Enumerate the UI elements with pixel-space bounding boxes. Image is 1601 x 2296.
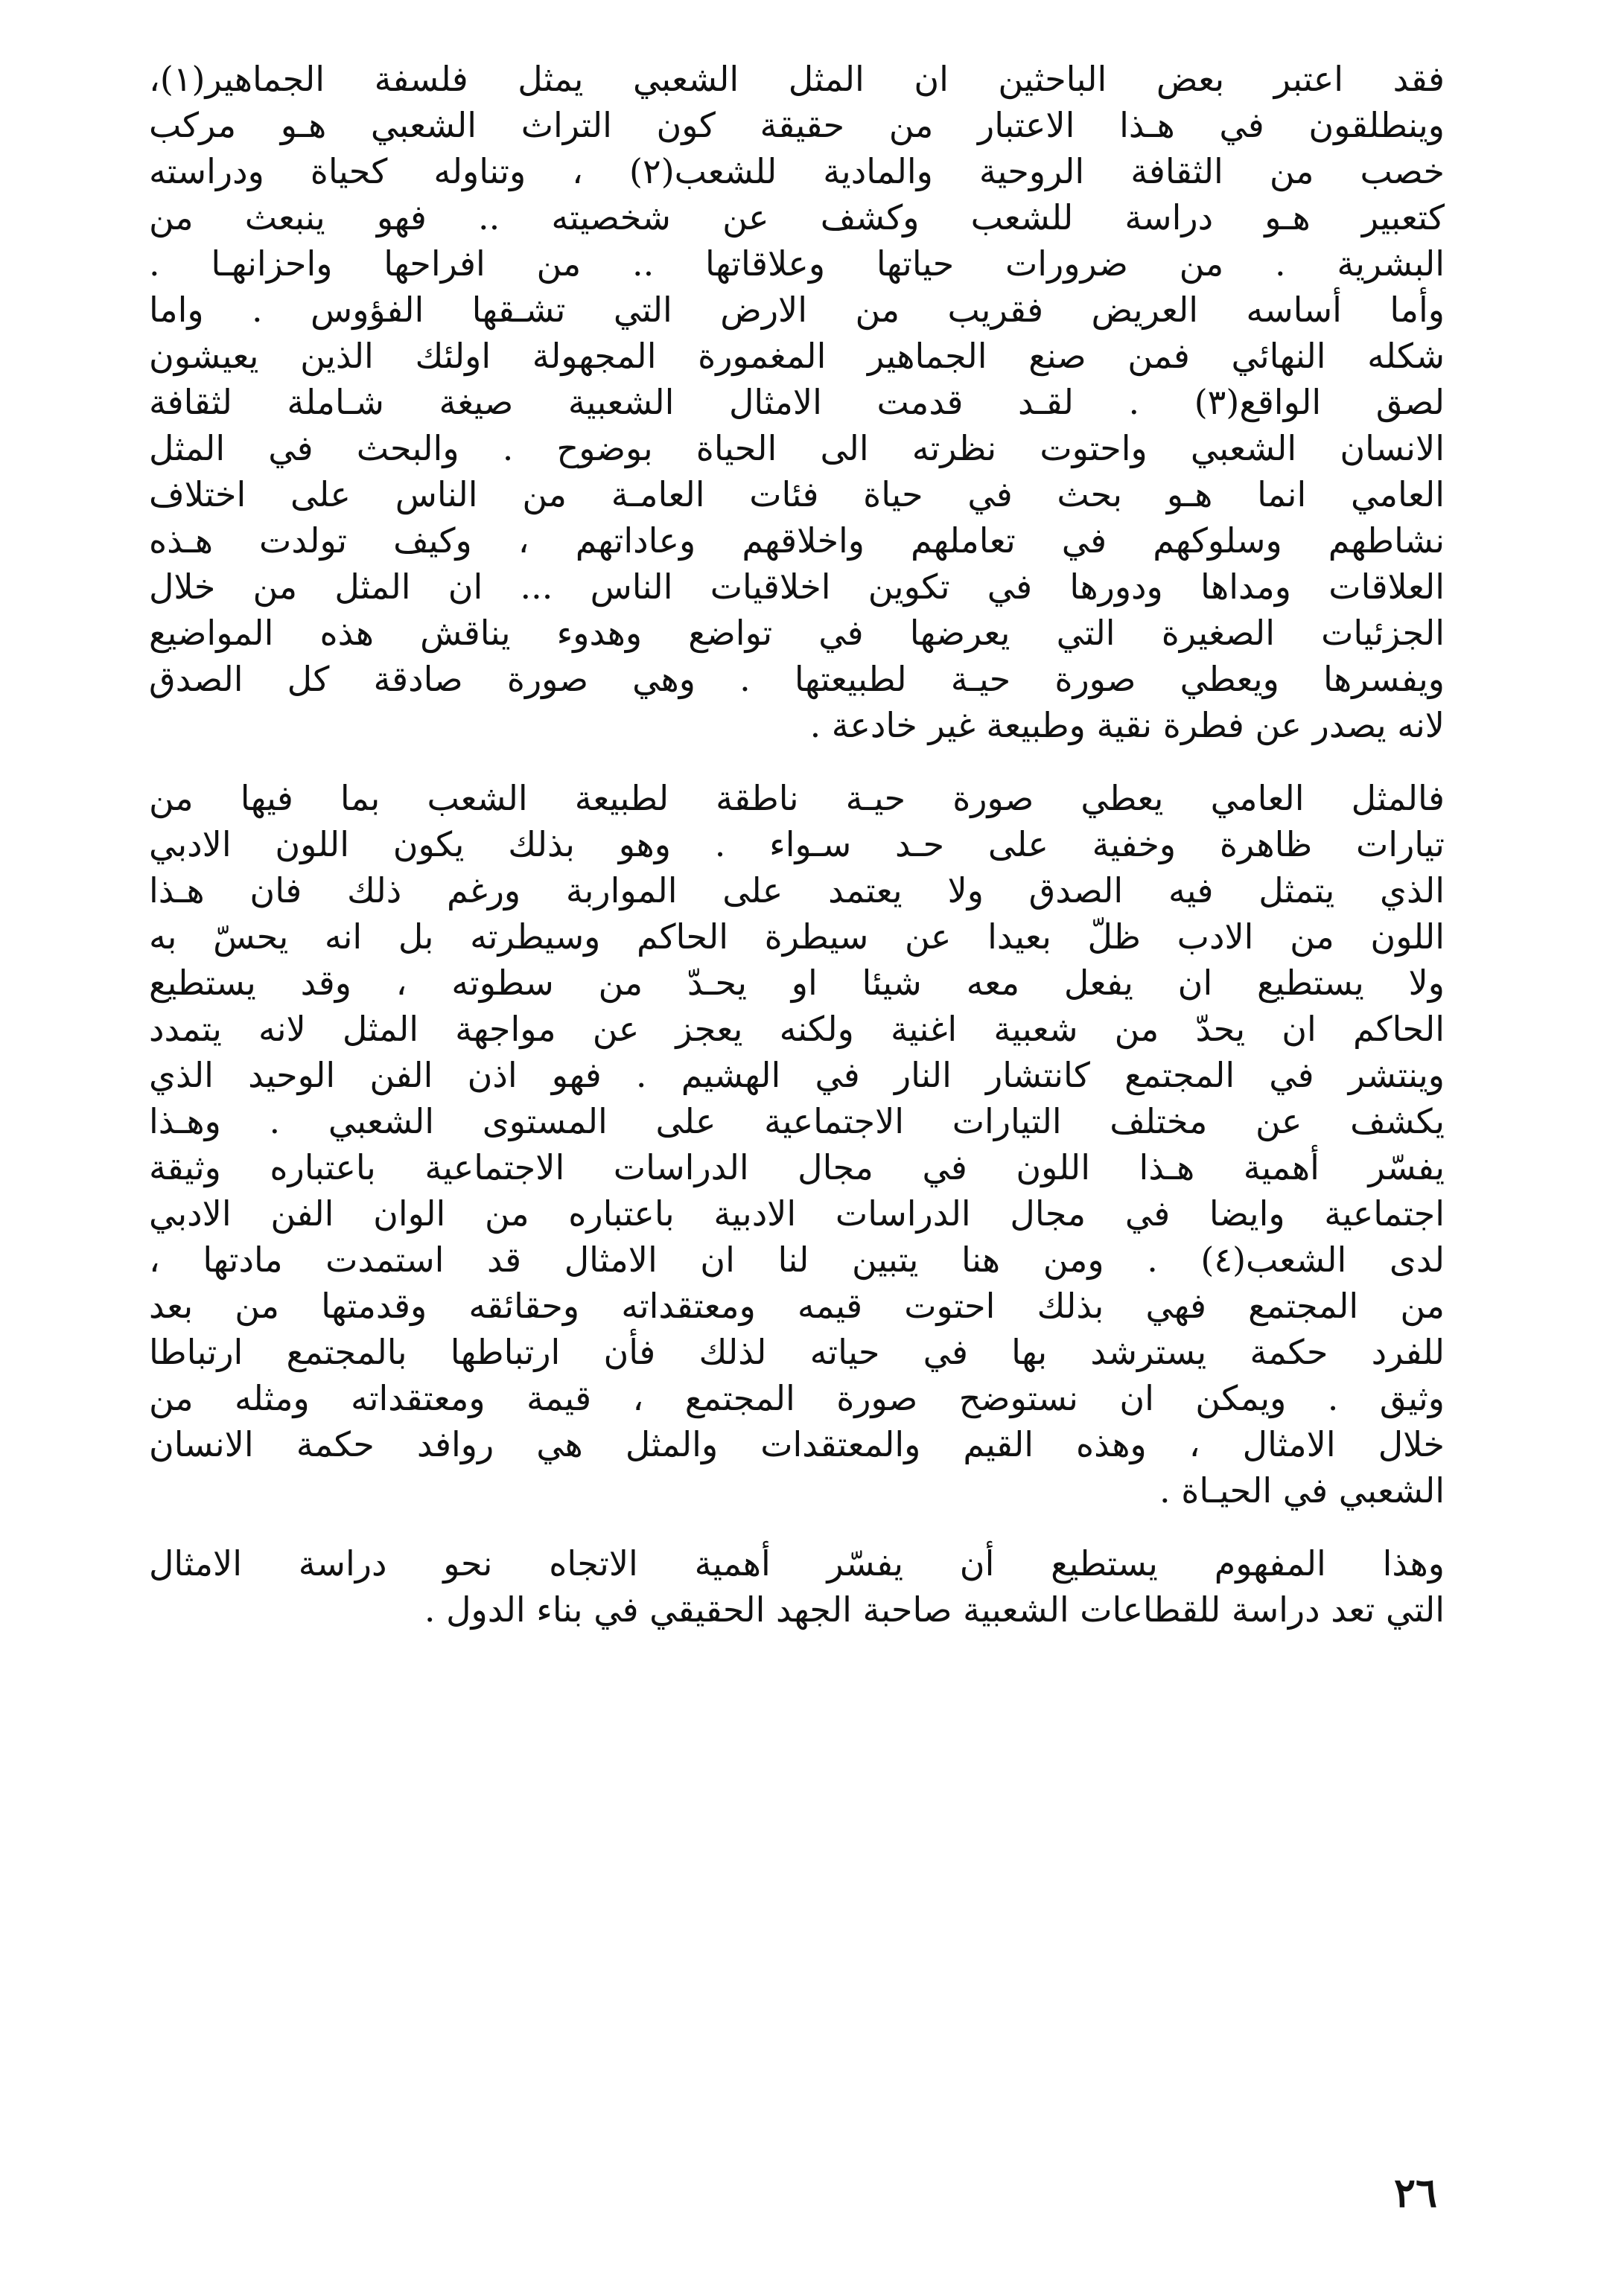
text-line: وثيق . ويمكن ان نستوضح صورة المجتمع ، قيمة ومعتقداته ومثله من bbox=[149, 1378, 1445, 1418]
text-line: وهذا المفهوم يستطيع أن يفسّر أهمية الاتجاه نحو دراسة الامثال bbox=[149, 1543, 1445, 1584]
text-line: ويفسرها ويعطي صورة حيـة لطبيعتها . وهي صورة صادقة كل الصدق bbox=[149, 659, 1445, 699]
text-line: وأما أساسه العريض فقريب من الارض التي تشـقها الفؤوس . واما bbox=[149, 290, 1445, 330]
text-line: الجزئيات الصغيرة التي يعرضها في تواضع وهدوء يناقش هذه المواضيع bbox=[149, 613, 1445, 653]
text-line: ولا يستطيع ان يفعل معه شيئا او يحـدّ من سطوته ، وقد يستطيع bbox=[149, 963, 1445, 1003]
text-line: وينطلقون في هـذا الاعتبار من حقيقة كون التراث الشعبي هـو مركب bbox=[149, 105, 1445, 145]
text-line: لصق الواقع(٣) . لقـد قدمت الامثال الشعبية صيغة شـاملة لثقافة bbox=[149, 382, 1445, 422]
paragraph-3 bbox=[149, 1540, 1445, 1633]
text-line: العامي انما هـو بحث في حياة فئات العامـة من الناس على اختلاف bbox=[149, 474, 1445, 514]
text-line: وينتشر في المجتمع كانتشار النار في الهشيم . فهو اذن الفن الوحيد الذي bbox=[149, 1055, 1445, 1095]
text-line: لانه يصدر عن فطرة نقية وطبيعة غير خادعة . bbox=[809, 705, 1445, 745]
text-line: الذي يتمثل فيه الصدق ولا يعتمد على المواربة ورغم ذلك فان هـذا bbox=[149, 870, 1445, 911]
paragraph-1 bbox=[149, 56, 1445, 748]
text-line: لدى الشعب(٤) . ومن هنا يتبين لنا ان الامثال قد استمدت مادتها ، bbox=[149, 1240, 1445, 1280]
text-line: التي تعد دراسة للقطاعات الشعبية صاحبة الجهد الحقيقي في بناء الدول . bbox=[424, 1589, 1445, 1630]
text-line: شكله النهائي فمن صنع الجماهير المغمورة المجهولة اولئك الذين يعيشون bbox=[149, 336, 1445, 376]
text-line: خلال الامثال ، وهذه القيم والمعتقدات والمثل هي روافد حكمة الانسان bbox=[149, 1424, 1445, 1464]
text-line: الشعبي في الحيـاة . bbox=[1159, 1470, 1445, 1511]
text-line: تيارات ظاهرة وخفية على حـد سـواء . وهو بذلك يكون اللون الادبي bbox=[149, 824, 1445, 864]
text-line: العلاقات ومداها ودورها في تكوين اخلاقيات الناس ... ان المثل من خلال bbox=[149, 567, 1445, 607]
paragraph-2 bbox=[149, 775, 1445, 1514]
text-line: للفرد حكمة يسترشد بها في حياته لذلك فأن ارتباطها بالمجتمع ارتباطا bbox=[149, 1332, 1445, 1372]
text-line: من المجتمع فهي بذلك احتوت قيمه ومعتقداته وحقائقه وقدمتها من بعد bbox=[149, 1286, 1445, 1326]
text-line: فالمثل العامي يعطي صورة حيـة ناطقة لطبيعة الشعب بما فيها من bbox=[149, 778, 1445, 818]
text-line: اللون من الادب ظلّ بعيدا عن سيطرة الحاكم وسيطرته بل انه يحسّ به bbox=[149, 916, 1445, 957]
page-number: ٢٦ bbox=[1393, 2169, 1437, 2216]
text-line: اجتماعية وايضا في مجال الدراسات الادبية باعتباره من الوان الفن الادبي bbox=[149, 1193, 1445, 1234]
text-line: كتعبير هـو دراسة للشعب وكشف عن شخصيته .. فهو ينبعث من bbox=[149, 197, 1445, 237]
text-line: فقد اعتبر بعض الباحثين ان المثل الشعبي يمثل فلسفة الجماهير(١)، bbox=[149, 59, 1445, 99]
text-line: يكشف عن مختلف التيارات الاجتماعية على المستوى الشعبي . وهـذا bbox=[149, 1101, 1445, 1141]
text-line: خصب من الثقافة الروحية والمادية للشعب(٢) ، وتناوله كحياة ودراسته bbox=[149, 151, 1445, 191]
text-line: الانسان الشعبي واحتوت نظرته الى الحياة بوضوح . والبحث في المثل bbox=[149, 428, 1445, 468]
text-line: الحاكم ان يحدّ من شعبية اغنية ولكنه يعجز عن مواجهة المثل لانه يتمدد bbox=[149, 1009, 1445, 1049]
text-line: نشاطهم وسلوكهم في تعاملهم واخلاقهم وعاداتهم ، وكيف تولدت هـذه bbox=[149, 520, 1445, 561]
book-page bbox=[149, 56, 1445, 2260]
text-line: البشرية . من ضرورات حياتها وعلاقاتها .. من افراحها واحزانهـا . bbox=[149, 243, 1445, 284]
text-line: يفسّر أهمية هـذا اللون في مجال الدراسات الاجتماعية باعتباره وثيقة bbox=[149, 1147, 1445, 1187]
